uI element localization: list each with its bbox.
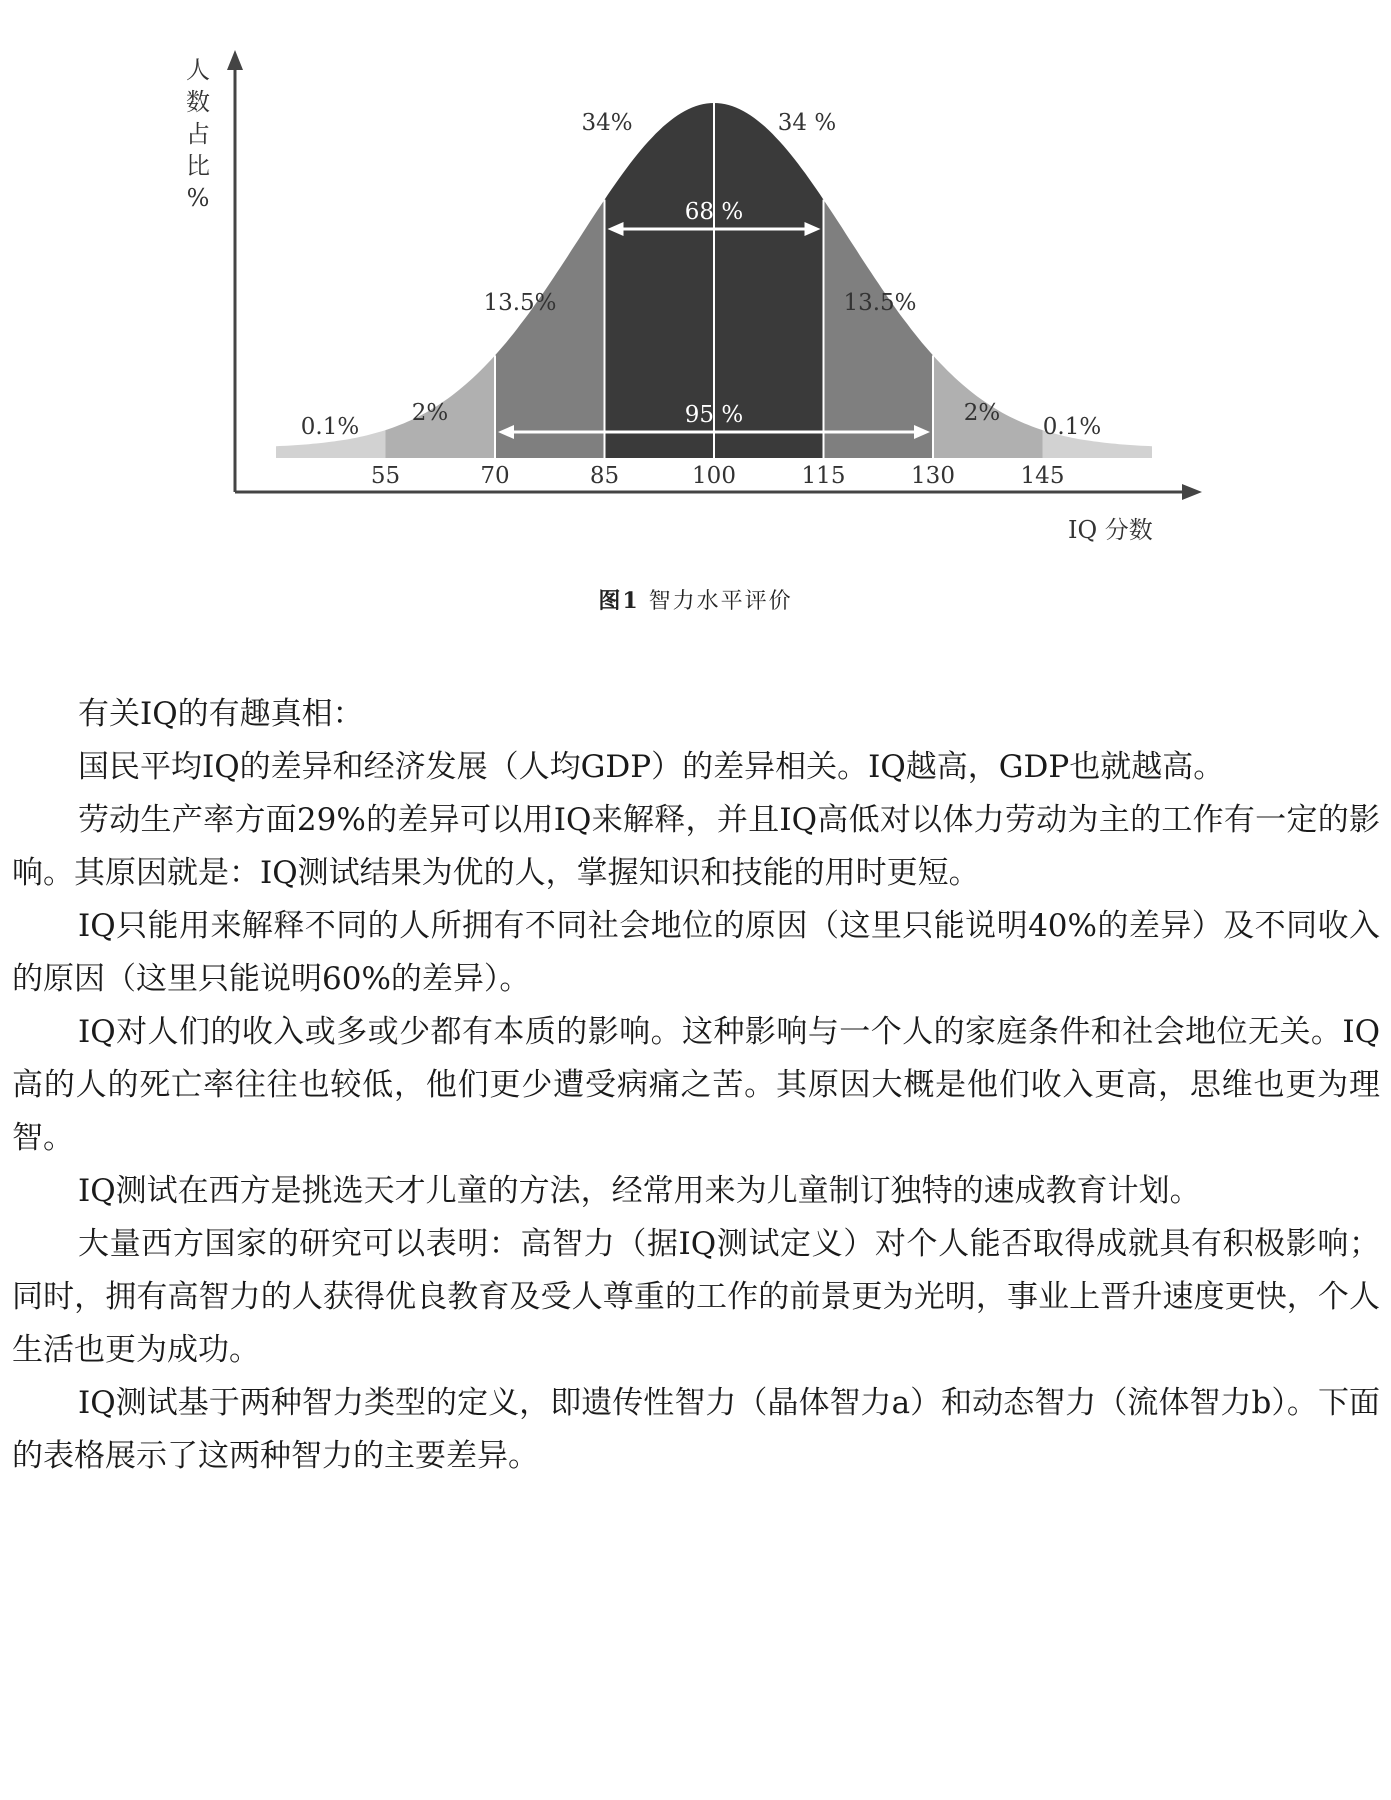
band-label-2: 13.5%	[483, 290, 557, 316]
x-tick-85: 85	[589, 463, 620, 489]
band-5	[824, 200, 934, 458]
x-tick-70: 70	[480, 463, 510, 489]
y-axis-arrow	[227, 50, 243, 70]
article-body	[12, 688, 1380, 1483]
span-label-0: 68 %	[684, 199, 744, 225]
x-tick-labels	[371, 463, 1065, 489]
y-axis-label	[186, 56, 210, 212]
band-label-0: 0.1%	[300, 414, 360, 440]
paragraph-8: IQ测试基于两种智力类型的定义，即遗传性智力（晶体智力a）和动态智力（流体智力b）。下面的表格展示了这两种智力的主要差异。	[12, 1385, 1380, 1474]
bell-curve-chart	[0, 0, 1391, 580]
band-label-5: 13.5%	[843, 290, 917, 316]
x-tick-130: 130	[911, 463, 955, 489]
band-label-1: 2%	[411, 400, 449, 426]
paragraph-1: 有关IQ的有趣真相：	[78, 696, 364, 732]
paragraph-5: IQ对人们的收入或多或少都有本质的影响。这种影响与一个人的家庭条件和社会地位无关。IQ高的人的死亡率往往也较低，他们更少遭受病痛之苦。其原因大概是他们收入更高，思维也更为理智。	[12, 1014, 1380, 1156]
x-tick-100: 100	[692, 463, 736, 489]
x-tick-115: 115	[801, 463, 846, 489]
x-tick-55: 55	[370, 463, 401, 489]
caption-text: 智力水平评价	[648, 589, 793, 614]
caption-number: 图1	[598, 588, 640, 614]
band-label-3: 34%	[581, 110, 633, 136]
y-axis-label-char: %	[186, 184, 210, 212]
x-axis-label: IQ 分数	[1068, 516, 1153, 544]
paragraph-7: 大量西方国家的研究可以表明：高智力（据IQ测试定义）对个人能否取得成就具有积极影响；同时，拥有高智力的人获得优良教育及受人尊重的工作的前景更为光明，事业上晋升速度更快，个人生活也更为成功。	[12, 1226, 1380, 1368]
y-axis-label-char: 占	[186, 120, 210, 148]
band-label-7: 0.1%	[1042, 414, 1102, 440]
y-axis-label-char: 数	[186, 88, 210, 116]
paragraph-3: 劳动生产率方面29%的差异可以用IQ来解释，并且IQ高低对以体力劳动为主的工作有一定的影响。其原因就是：IQ测试结果为优的人，掌握知识和技能的用时更短。	[12, 802, 1380, 891]
paragraph-2: 国民平均IQ的差异和经济发展（人均GDP）的差异相关。IQ越高，GDP也就越高。	[78, 749, 1225, 785]
paragraph-6: IQ测试在西方是挑选天才儿童的方法，经常用来为儿童制订独特的速成教育计划。	[78, 1173, 1201, 1209]
iq-distribution-figure	[0, 0, 1391, 640]
y-axis-label-char: 比	[186, 152, 210, 180]
band-label-6: 2%	[963, 400, 1001, 426]
span-label-1: 95 %	[684, 402, 744, 428]
y-axis-label-char: 人	[186, 56, 210, 84]
band-2	[495, 200, 605, 458]
figure-caption	[0, 584, 1391, 615]
x-axis-arrow	[1182, 484, 1202, 500]
x-tick-145: 145	[1020, 463, 1065, 489]
band-label-4: 34 %	[777, 110, 837, 136]
paragraph-4: IQ只能用来解释不同的人所拥有不同社会地位的原因（这里只能说明40%的差异）及不同收入的原因（这里只能说明60%的差异）。	[12, 908, 1380, 997]
